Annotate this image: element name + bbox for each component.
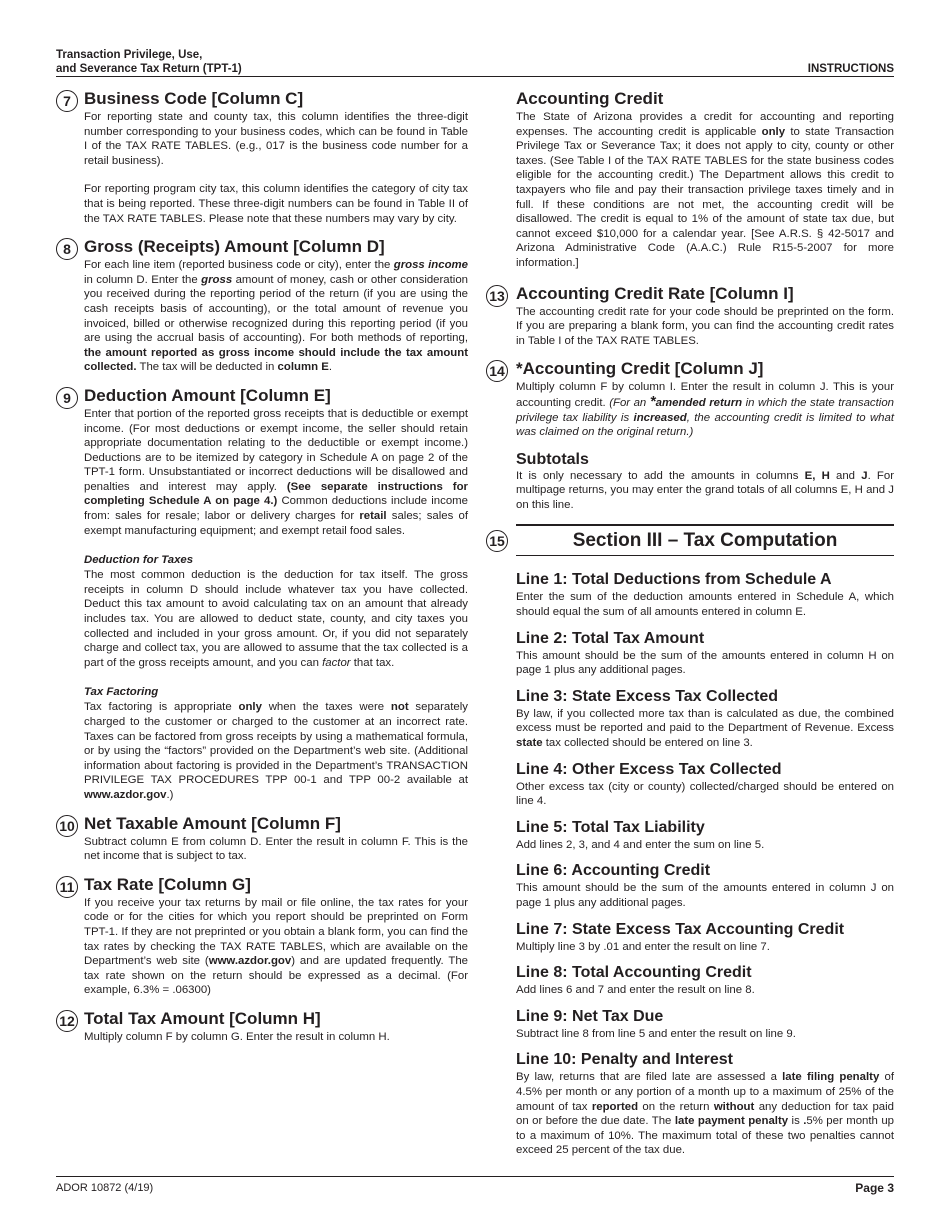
line-text: Add lines 6 and 7 and enter the result on line 8. xyxy=(516,984,755,997)
section-number: 10 xyxy=(56,815,78,837)
section-title: Total Tax Amount [Column H] xyxy=(84,1008,321,1028)
section-10 xyxy=(56,813,468,864)
azdor-link[interactable]: www.azdor.gov xyxy=(208,955,292,968)
section-paragraph: Subtract column E from column D. Enter the result in column F. This is the net income that is subject to tax. xyxy=(84,835,468,863)
line-8 xyxy=(486,963,894,998)
section-8 xyxy=(56,236,468,375)
header-title xyxy=(56,48,242,76)
line-title: Line 10: Penalty and Interest xyxy=(516,1051,733,1069)
section-paragraph: It is only necessary to add the amounts in columns E, H and J. For multipage returns, you may enter the grand totals of all columns E, H and J on this line. xyxy=(516,469,895,511)
section-title: Subtotals xyxy=(516,450,589,468)
subtotals-section xyxy=(486,450,894,513)
header-title-line2: and Severance Tax Return (TPT-1) xyxy=(56,63,242,75)
section-paragraph: If you receive your tax returns by mail or file online, the tax rates for your code or for the cities for which you report should be preprinted on Form TPT-1. If they are not preprinted or you obtain a blank form, you can find the tax rates by checking the TAX RATE TABLES, which are available on the Department’s web site (www.azdor.gov) and are updated frequently. The tax rate shown on the return should be expressed as a decimal. (For example, 6.3% = .06300) xyxy=(84,896,468,997)
section-title: Deduction Amount [Column E] xyxy=(84,385,331,405)
line-2 xyxy=(486,629,894,678)
line-3 xyxy=(486,687,894,751)
subheading-deduction-for-taxes: Deduction for Taxes xyxy=(84,554,194,567)
section-title: Business Code [Column C] xyxy=(84,89,304,108)
line-title: Line 5: Total Tax Liability xyxy=(516,818,705,836)
left-column xyxy=(56,88,468,1055)
right-column xyxy=(486,88,894,1167)
section-paragraph: Multiply column F by column I. Enter the result in column J. This is your accounting credit. (For an *amended return in which the state transaction privilege tax liability is increased, the accounting credit is limited to what was claimed on the original return.) xyxy=(516,381,894,439)
section-7 xyxy=(56,88,468,226)
line-text: Add lines 2, 3, and 4 and enter the sum on line 5. xyxy=(516,838,765,851)
line-text: Other excess tax (city or county) collected/charged should be entered on line 4. xyxy=(516,780,894,808)
section-13 xyxy=(486,283,894,349)
line-text: Multiply line 3 by .01 and enter the result on line 7. xyxy=(516,940,770,953)
section-number: 9 xyxy=(56,387,78,409)
line-1 xyxy=(486,570,894,619)
line-title: Line 3: State Excess Tax Collected xyxy=(516,687,779,705)
section-number: 7 xyxy=(56,90,78,112)
section-paragraph: The State of Arizona provides a credit for accounting and reporting expenses. The accounting credit is applicable only to state Transaction Privilege Tax or Severance Tax; it does not apply to city, county or other taxes. (See Table I of the TAX RATE TABLES for the state business codes eligible for the accounting credit.) The Department allows this credit to taxpayers who file and pay their transaction privilege taxes timely and in full. If these conditions are not met, the accounting credit will be disallowed. The credit is equal to 1% of the amount of state tax due, but cannot exceed $10,000 for a calendar year. [See A.R.S. § 42-5017 and Arizona Administrative Code (A.A.C.) Rule R15-5-2007 for more information.] xyxy=(516,111,894,269)
line-text: This amount should be the sum of the amounts entered in column J on page 1 plus any additional pages. xyxy=(516,882,894,909)
line-title: Line 9: Net Tax Due xyxy=(516,1007,664,1025)
section-number: 8 xyxy=(56,238,78,260)
section-title: Gross (Receipts) Amount [Column D] xyxy=(84,237,385,257)
section-paragraph: Multiply column F by column G. Enter the result in column H. xyxy=(84,1030,390,1043)
section-number: 11 xyxy=(56,876,78,898)
section-15 xyxy=(486,524,894,556)
line-text: This amount should be the sum of the amounts entered in column H on page 1 plus any additional pages. xyxy=(516,649,894,677)
section-title: Net Taxable Amount [Column F] xyxy=(84,813,341,833)
line-text: Subtract line 8 from line 5 and enter the result on line 9. xyxy=(516,1027,796,1040)
line-title: Line 7: State Excess Tax Accounting Credit xyxy=(516,920,845,938)
line-text: By law, returns that are filed late are assessed a late filing penalty of 4.5% per month or any portion of a month up to a maximum of 25% of the amount of tax reported on the return without any deduction for tax paid on or before the due date. The late payment penalty is .5% per month up to a maximum of 10%. The maximum total of these two penalties cannot exceed 25 percent of the tax due. xyxy=(516,1071,894,1157)
line-9 xyxy=(486,1007,894,1042)
section-paragraph: For reporting state and county tax, this column identifies the three-digit number corresponding to your business codes, which can be found in Table I of the TAX RATE TABLES. (e.g., 017 is the business code number for a retail business). xyxy=(84,111,468,167)
accounting-credit-section xyxy=(486,88,894,271)
line-text: Enter the sum of the deduction amounts entered in Schedule A, which should equal the sum of all amounts entered in column E. xyxy=(516,591,894,619)
azdor-link[interactable]: www.azdor.gov xyxy=(84,788,167,801)
form-id: ADOR 10872 (4/19) xyxy=(56,1182,154,1194)
section-title: Section III – Tax Computation xyxy=(516,524,894,556)
line-title: Line 1: Total Deductions from Schedule A xyxy=(516,571,832,589)
section-title: Tax Rate [Column G] xyxy=(84,874,251,894)
section-14 xyxy=(486,358,894,439)
line-text: By law, if you collected more tax than is calculated as due, the combined excess must be reported and paid to the Department of Revenue. Excess state tax collected should be entered on line 3. xyxy=(516,707,894,750)
section-number: 15 xyxy=(486,530,508,552)
section-number: 13 xyxy=(486,285,508,307)
section-12 xyxy=(56,1008,468,1045)
subheading-tax-factoring: Tax Factoring xyxy=(84,686,159,699)
section-paragraph: Tax factoring is appropriate only when the taxes were not separately charged to the customer or charged to the customer at an incorrect rate. Taxes can be factored from gross receipts by using a mathematical formula, or by using the “factors” provided on the Department’s web site. (Additional information about factoring is provided in the Department’s TRANSACTION PRIVILEGE TAX PROCEDURES TPP 00-1 and TPP 00-2 available at www.azdor.gov.) xyxy=(84,701,468,801)
section-paragraph: The accounting credit rate for your code should be preprinted on the form. If you are preparing a blank form, you can find the accounting credit rates in Table I of the TAX RATE TABLES. xyxy=(516,305,894,347)
section-title: *Accounting Credit [Column J] xyxy=(516,359,764,379)
section-paragraph: Enter that portion of the reported gross receipts that is deductible or exempt income. (For most deductions or exempt income, the seller should retain appropriate documentation relating to the deductible or exempt income.) Deductions are to be itemized by category in Schedule A on page 2 of the TPT-1 form. Unsubstantiated or incorrect deductions will be disallowed and penalties and interest may apply. (See separate instructions for completing Schedule A on page 4.) Common deductions include income from: sales for resale; labor or delivery charges for retail sales; sales of exempt manufacturing equipment; and exempt retail food sales. xyxy=(84,407,469,537)
section-number: 12 xyxy=(56,1010,78,1032)
line-title: Line 8: Total Accounting Credit xyxy=(516,964,752,982)
header-label: INSTRUCTIONS xyxy=(807,63,894,75)
line-6 xyxy=(486,861,894,910)
line-10 xyxy=(486,1050,894,1158)
line-title: Line 2: Total Tax Amount xyxy=(516,629,705,647)
page-number: Page 3 xyxy=(855,1181,894,1195)
header-title-line1: Transaction Privilege, Use, xyxy=(56,49,203,61)
section-number: 14 xyxy=(486,360,508,382)
section-paragraph: The most common deduction is the deduction for tax itself. The gross receipts in column D should include whatever tax you have collected. Deduct this tax amount to avoid calculating tax on an amount that already includes tax. You are allowed to deduct state, county, and city taxes you collected and included in your gross amount. Or, if you did not separately charge and collect tax, you are allowed to assume that the tax collected is a part of the gross receipts amount, and you can factor that tax. xyxy=(84,569,468,669)
line-title: Line 4: Other Excess Tax Collected xyxy=(516,760,782,778)
line-5 xyxy=(486,818,894,853)
section-title: Accounting Credit Rate [Column I] xyxy=(516,283,794,303)
line-4 xyxy=(486,760,894,809)
page-header xyxy=(56,48,894,77)
section-paragraph: For each line item (reported business code or city), enter the gross income in column D. Enter the gross amount of money, cash or other consideration you received during the reporting period of the return (if you are using the cash receipts basis of accounting), or the total amount of revenue you invoiced, billed or otherwise recognized during this reporting period (if you are using the accrual basis of accounting). For both methods of reporting, the amount reported as gross income should include the tax amount collected. The tax will be deducted in column E. xyxy=(84,259,469,374)
line-title: Line 6: Accounting Credit xyxy=(516,862,711,880)
page-footer xyxy=(56,1176,894,1195)
section-paragraph: For reporting program city tax, this column identifies the category of city tax that is being reported. These three-digit numbers can be found in Table II of the TAX RATE TABLES. Please note that these numbers may vary by city. xyxy=(84,183,468,225)
section-11 xyxy=(56,874,468,998)
section-9 xyxy=(56,385,468,803)
section-title: Accounting Credit xyxy=(516,89,664,108)
line-7 xyxy=(486,920,894,955)
